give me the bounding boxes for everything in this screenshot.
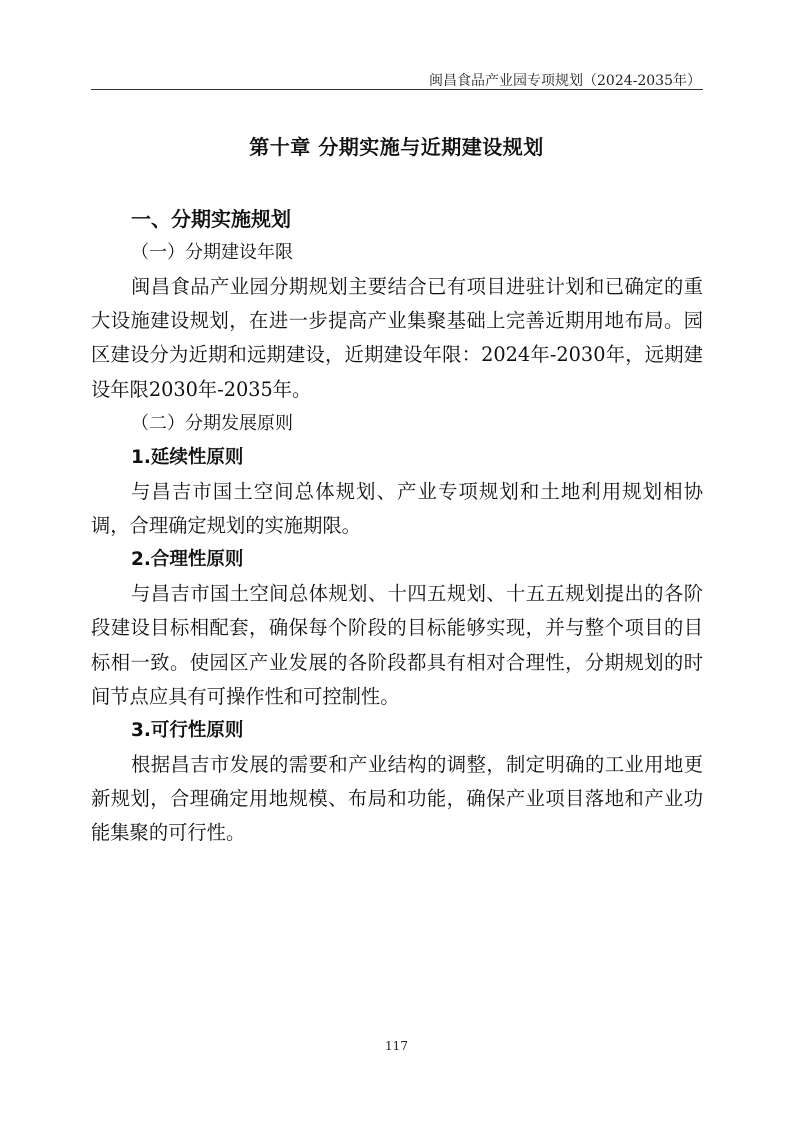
document-body (91, 202, 703, 851)
paragraph-construction-period: 闽昌食品产业园分期规划主要结合已有项目进驻计划和已确定的重大设施建设规划，在进一步提高产业集聚基础上完善近期用地布局。园区建设分为近期和远期建设，近期建设年限：2024年-2030年，远期建设年限2030年-2035年。 (91, 275, 703, 401)
section-heading: 一、分期实施规划 (131, 207, 291, 231)
running-header-title: 闽昌食品产业园专项规划（2024-2035年） (429, 73, 701, 89)
page-number: 117 (385, 1039, 408, 1053)
principle-text-rationality: 与昌吉市国土空间总体规划、十四五规划、十五五规划提出的各阶段建设目标相配套，确保每个阶段的目标能够实现，并与整个项目的目标相一致。使园区产业发展的各阶段都具有相对合理性，分期规划的时间节点应具有可操作性和可控制性。 (91, 582, 703, 708)
subsection-heading-construction-period: （一）分期建设年限 (131, 242, 293, 263)
principle-title-continuity: 1.延续性原则 (131, 446, 244, 468)
principle-title-feasibility: 3.可行性原则 (131, 720, 244, 742)
chapter-title: 第十章 分期实施与近期建设规划 (249, 135, 544, 159)
principle-title-rationality: 2.合理性原则 (131, 549, 244, 571)
principle-text-feasibility: 根据昌吉市发展的需要和产业结构的调整，制定明确的工业用地更新规划，合理确定用地规模、布局和功能，确保产业项目落地和产业功能集聚的可行性。 (91, 753, 703, 845)
principle-text-continuity: 与昌吉市国土空间总体规划、产业专项规划和土地利用规划相协调，合理确定规划的实施期限。 (91, 479, 703, 538)
subsection-heading-principles: （二）分期发展原则 (131, 412, 293, 434)
header-divider (91, 89, 703, 90)
